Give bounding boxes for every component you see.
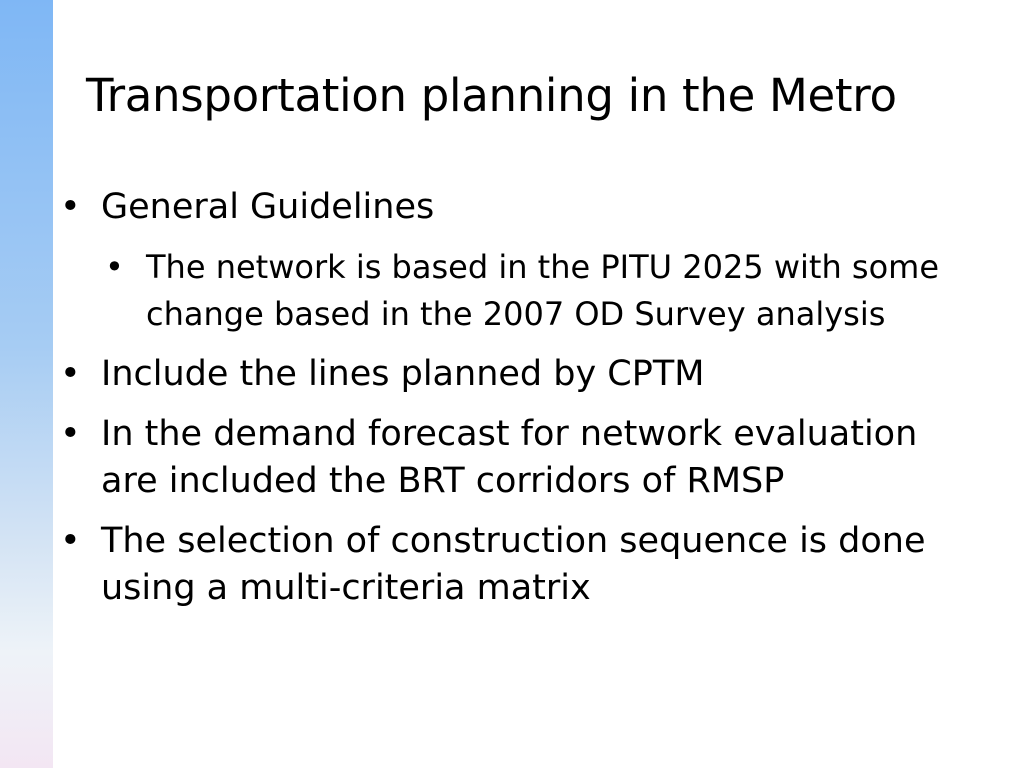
sub-bullet-item: [105, 244, 980, 338]
bullet-item: [60, 411, 980, 505]
accent-bar: [0, 0, 53, 768]
bullet-text: • The selection of construction sequence is done using a multi-criteria matrix: [101, 521, 926, 608]
bullet-item: [60, 351, 980, 398]
bullet-list: [60, 184, 980, 625]
bullet-item: [60, 518, 980, 612]
bullet-text: • General Guidelines: [101, 187, 435, 227]
bullet-text: • The network is based in the PITU 2025 with some change based in the 2007 OD Survey analysis: [146, 248, 939, 333]
bullet-text: • In the demand forecast for network evaluation are included the BRT corridors of RMSP: [101, 414, 918, 501]
slide-title: Transportation planning in the Metro: [86, 69, 897, 122]
bullet-text: • Include the lines planned by CPTM: [101, 354, 705, 394]
bullet-item: [60, 184, 980, 231]
